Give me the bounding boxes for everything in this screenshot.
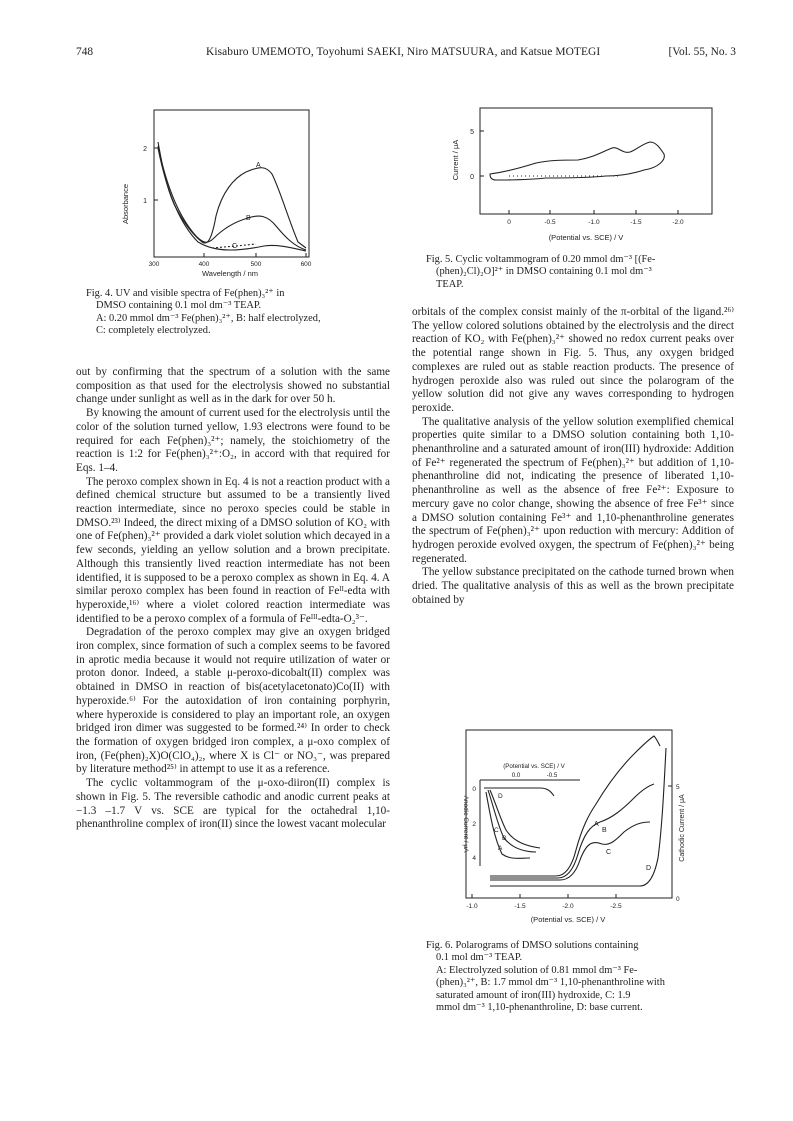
fig5-cv-trace <box>490 142 664 180</box>
fig5-xtick: -1.5 <box>630 219 642 226</box>
paragraph: By knowing the amount of current used for the electrolysis until the color of the solution turned yellow, 1.93 electrons were found to be required for each Fe(phen)₃²⁺; namely, the stoichiometry of the reaction is 1:2 for Fe(phen)₃²⁺:O₂, in accord with that required for Eqs. 1–4. <box>76 407 390 474</box>
fig6-label-b: B <box>602 827 607 834</box>
figure-6-polarograms <box>440 728 730 933</box>
figure-4-spectra <box>116 104 316 279</box>
fig4-xtick: 500 <box>250 261 262 268</box>
paragraph: out by confirming that the spectrum of a solution with the same composition as that used for the electrolysis showed no substantial change under sunlight as well as in the dark for over 50 h. <box>76 366 390 406</box>
fig6-inset-label-a: A <box>498 845 503 852</box>
running-header <box>76 46 736 64</box>
fig6-xtick: -2.5 <box>610 903 622 910</box>
fig6-inset-label-d: D <box>498 793 503 800</box>
fig4-xtick: 600 <box>300 261 312 268</box>
fig6-label-d: D <box>646 865 652 872</box>
fig6-xtick: -2.0 <box>562 903 574 910</box>
figure-4-caption: Fig. 4. UV and visible spectra of Fe(phen)₃²⁺ in DMSO containing 0.1 mol dm⁻³ TEAP. A: 0.20 mmol dm⁻³ Fe(phen)₃²⁺, B: half electrolyzed, C: completely electrolyzed. <box>86 288 321 337</box>
fig6-inset-xlabel: (Potential vs. SCE) / V <box>503 763 565 770</box>
author-line: Kisaburo UMEMOTO, Toyohumi SAEKI, Niro MATSUURA, and Katsue MOTEGI <box>206 46 601 58</box>
fig4-label-c: C <box>232 243 238 250</box>
fig5-xtick: -0.5 <box>544 219 556 226</box>
paragraph: orbitals of the complex consist mainly of the π-orbital of the ligand.²⁶⁾ The yellow colored solutions obtained by the electrolysis and the direct reaction of KO₂ with Fe(phen)₃²⁺ showed no redox current peaks over the potential range shown in Fig. 5. Thus, any oxygen bridged complexes are ruled out as stable reaction products. The presence of hydrogen peroxide also was ruled out since the polarogram of the yellow solution did not give any waves corresponding to hydrogen peroxide. <box>412 306 734 414</box>
fig4-xlabel: Wavelength / nm <box>202 269 258 278</box>
fig6-inset-ylabel: Anodic Current / μA <box>462 795 469 853</box>
fig6-anodic-curve-d <box>484 788 554 796</box>
fig6-inset-xtick: 0.0 <box>511 772 521 779</box>
fig6-inset-ytick: 0 <box>472 786 476 793</box>
fig6-inset-label-c: C <box>494 827 499 834</box>
figure-5-caption: Fig. 5. Cyclic voltammogram of 0.20 mmol dm⁻³ [(Fe- (phen)₂Cl)₂O]²⁺ in DMSO containing 0.1 mol dm⁻³ TEAP. <box>426 254 656 290</box>
fig6-inset-ytick: 4 <box>472 855 476 862</box>
fig6-cathodic-curve-a <box>490 736 660 876</box>
fig6-right-ylabel: Cathodic Current / μA <box>679 794 686 862</box>
fig6-anodic-curve-b <box>488 790 536 852</box>
fig4-label-b: B <box>246 215 251 222</box>
fig5-ytick: 0 <box>470 174 474 181</box>
paragraph: The qualitative analysis of the yellow solution exemplified chemical properties quite similar to a DMSO solution containing both 1,10-phenanthroline and a saturated amount of iron(III) hydroxide: Addition of Fe²⁺ regenerated the spectrum of Fe(phen)₃²⁺ but addition of 1,10-phenanthroline did not, indicating the presence of liberated 1,10-phenanthroline as well as the absence of free Fe²⁺: Exposure to mercury gave no color change, showing the absence of free Fe³⁺ since a DMSO solution containing Fe³⁺ and 1,10-phenanthroline generates the spectrum of Fe(phen)₃²⁺ upon reduction with mercury: Addition of hydrogen peroxide evolved oxygen, the spectrum of Fe(phen)₃²⁺ being regenerated. <box>412 415 734 565</box>
fig4-ylabel: Absorbance <box>121 183 130 225</box>
fig6-inset-label-b: B <box>502 835 507 842</box>
fig5-xtick: 0 <box>507 219 511 226</box>
fig4-ytick: 2 <box>143 146 147 153</box>
fig4-xtick: 400 <box>198 261 210 268</box>
page-number: 748 <box>76 46 94 58</box>
fig6-right-ytick: 0 <box>676 896 680 903</box>
figure-5-cyclic-voltammogram <box>446 108 716 243</box>
fig4-curve-a <box>158 142 306 248</box>
right-text-column <box>412 306 734 607</box>
fig6-xtick: -1.0 <box>466 903 478 910</box>
fig6-inset-xtick: -0.5 <box>546 772 558 779</box>
paragraph: The peroxo complex shown in Eq. 4 is not a reaction product with a defined chemical structure but assumed to be a transiently lived reaction intermediate, since no peroxo species could be stable in DMSO.²³⁾ Indeed, the direct mixing of a DMSO solution of KO₂ with one of Fe(phen)₃²⁺ provided a dark violet solution which decayed in a few seconds, yielding an yellow solution and a brown precipitate. Although this transiently lived reaction intermediate has not been identified, it is supposed to be a peroxo complex as shown in Eq. 4. A similar peroxo complex has been found in reaction of Feᴵᴵ-edta with hyperoxide,¹⁶⁾ where a violet colored reaction intermediate was identified to be a peroxo complex of a formula of Feᴵᴵᴵ-edta-O₂³⁻. <box>76 475 390 625</box>
figure-6-caption: Fig. 6. Polarograms of DMSO solutions containing 0.1 mol dm⁻³ TEAP. A: Electrolyzed solution of 0.81 mmol dm⁻³ Fe- (phen)₃²⁺, B: 1.7 mmol dm⁻³ 1,10-phenanthroline with saturated amount of iron(III) hydroxide, C: 1.9 mmol dm⁻³ 1,10-phenanthroline, D: base current. <box>426 940 665 1014</box>
fig5-ytick: 5 <box>470 129 474 136</box>
fig6-xtick: -1.5 <box>514 903 526 910</box>
fig4-label-a: A <box>256 162 261 169</box>
fig5-ylabel: Current / μA <box>451 139 460 181</box>
fig4-curve-b <box>158 146 306 250</box>
fig6-anodic-curve-a <box>486 792 530 858</box>
fig6-cathodic-curve-b <box>490 784 654 878</box>
fig6-xlabel: (Potential vs. SCE) / V <box>530 915 606 924</box>
left-text-column <box>76 366 390 832</box>
paragraph: The cyclic voltammogram of the μ-oxo-diiron(II) complex is shown in Fig. 5. The reversible cathodic and anodic current peaks at −1.3 –1.7 V vs. SCE are typical for the octahedral 1,10-phenanthroline complex of iron(II) since the lowest vacant molecular <box>76 777 390 831</box>
fig4-ytick: 1 <box>143 198 147 205</box>
fig6-label-c: C <box>606 849 612 856</box>
fig5-xtick: -2.0 <box>672 219 684 226</box>
fig6-right-ytick: 5 <box>676 784 680 791</box>
fig5-xtick: -1.0 <box>588 219 600 226</box>
volume-info: [Vol. 55, No. 3 <box>668 46 736 58</box>
paragraph: The yellow substance precipitated on the cathode turned brown when dried. The qualitative analysis of this as well as the brown precipitate obtained by <box>412 566 734 606</box>
paragraph: Degradation of the peroxo complex may give an oxygen bridged iron complex, since formation of such a complex seems to be favored in aprotic media because it would not require utilization of water or proton donor. Indeed, a stable μ-peroxo-dicobalt(II) complex was obtained in DMSO in reaction of bis(acetylacetonato)Co(II) with hyperoxide.⁶⁾ For the autoxidation of iron containing porphyrin, where hyperoxide is considered to play an important role, an oxygen bridged iron dimer was suggested to be formed.²⁴⁾ In order to check the formation of oxygen bridged iron complex, a μ-oxo complex of iron, (Fe(phen)₂X)O(ClO₄)₂, where X is Cl⁻ or NO₃⁻, was prepared by literature method²⁵⁾ in attempt to use it as a reference. <box>76 626 390 776</box>
fig6-inset-ytick: 2 <box>472 821 476 828</box>
fig4-xtick: 300 <box>148 261 160 268</box>
fig5-plot-frame <box>480 108 712 214</box>
fig6-label-a: A <box>594 821 599 828</box>
fig5-xlabel: (Potential vs. SCE) / V <box>548 233 624 242</box>
